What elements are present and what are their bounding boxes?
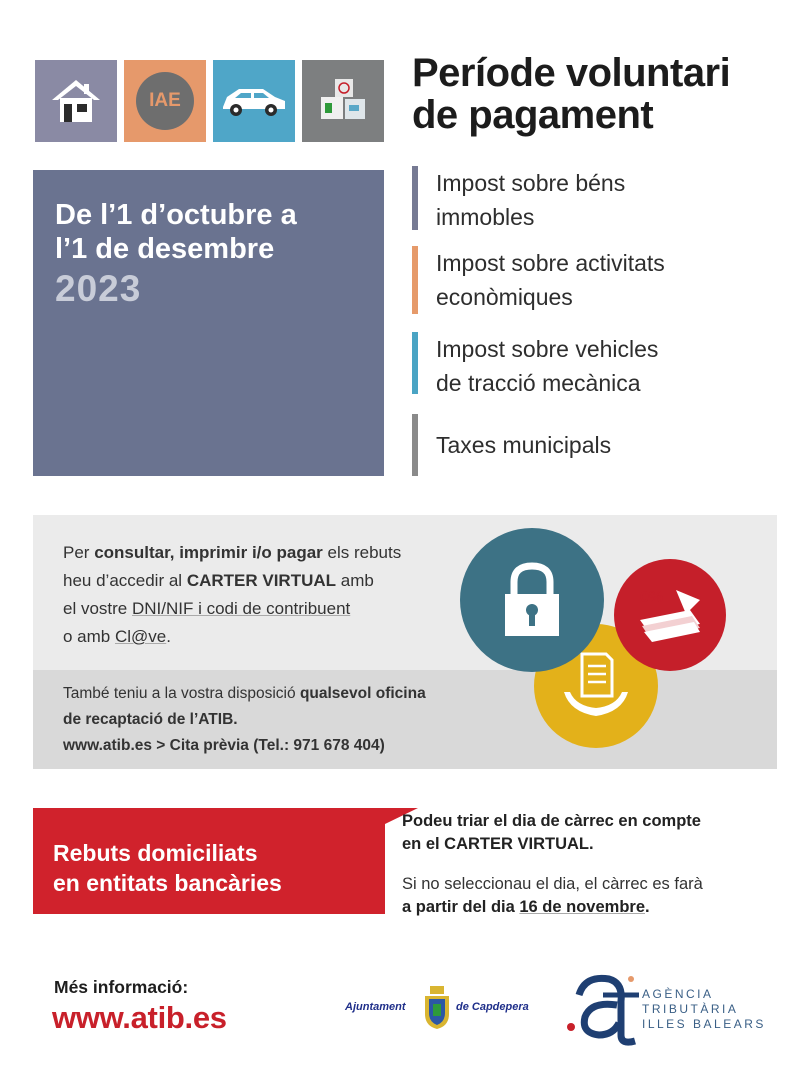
banner-line-2: en entitats bancàries <box>53 870 282 896</box>
title-line-1: Període voluntari <box>412 51 731 95</box>
more-info-url[interactable]: www.atib.es <box>52 1000 227 1035</box>
coat-of-arms-icon <box>422 984 452 1030</box>
default-info-line-1: Si no seleccionau el dia, el càrrec es farà <box>402 875 703 893</box>
tax-item-municipal <box>412 414 772 476</box>
period-year: 2023 <box>55 268 142 309</box>
atib-line-1: AGÈNCIA <box>642 987 714 1001</box>
info-text: . <box>166 627 171 646</box>
boxes-icon <box>315 73 371 129</box>
house-icon <box>50 76 102 126</box>
info-text-bold: consultar, imprimir i/o pagar <box>94 543 323 562</box>
clave-link[interactable]: Cl@ve <box>114 627 167 646</box>
charge-info-line-2: en el CARTER VIRTUAL. <box>402 835 594 853</box>
tax-item-line-2: econòmiques <box>436 284 573 310</box>
lock-icon <box>497 560 567 640</box>
iae-icon <box>136 72 194 130</box>
title-line-2: de pagament <box>412 93 654 137</box>
tax-item-vehicles <box>412 332 772 394</box>
tax-item-line-1: Impost sobre vehicles <box>436 336 659 362</box>
iae-tile <box>124 60 206 142</box>
info-line-1 <box>63 539 463 567</box>
iae-label: IAE <box>149 90 181 111</box>
tax-item-activities <box>412 246 772 314</box>
default-info-line-2 <box>402 896 772 919</box>
info-text: els rebuts <box>322 543 402 562</box>
tax-item-line-1: Taxes municipals <box>436 432 612 458</box>
office-text: També teniu a la vostra disposició <box>63 685 300 702</box>
discount-circle <box>614 559 726 671</box>
info-text: o amb <box>63 627 115 646</box>
house-tile <box>35 60 117 142</box>
car-icon <box>219 81 289 121</box>
info-line-3 <box>63 595 463 623</box>
direct-debit-title <box>53 838 383 898</box>
more-info-label: Més informació: <box>54 977 189 997</box>
capdepera-label: de Capdepera <box>456 1001 529 1013</box>
car-tile <box>213 60 295 142</box>
tax-item-line-1: Impost sobre béns <box>436 170 626 196</box>
info-text: Per <box>63 543 95 562</box>
default-info-text: . <box>645 898 650 916</box>
lock-circle <box>460 528 604 672</box>
atib-line-3: ILLES BALEARS <box>642 1017 766 1031</box>
dni-nif-link[interactable]: DNI/NIF i codi de contribuent <box>131 599 351 618</box>
direct-debit-banner <box>33 808 385 914</box>
charge-day-info <box>402 810 772 856</box>
tax-item-property <box>412 166 772 230</box>
office-line-2 <box>63 707 483 733</box>
ajuntament-logo <box>345 984 545 1032</box>
ajuntament-label: Ajuntament <box>345 1001 406 1013</box>
office-info <box>63 681 483 759</box>
period-line-2: l’1 de desembre <box>55 233 275 265</box>
appointment-link[interactable]: www.atib.es > Cita prèvia (Tel.: 971 678 404) <box>63 737 385 754</box>
info-line-4 <box>63 623 463 651</box>
default-info-text: a partir del dia <box>402 898 520 916</box>
period-line-1: De l’1 d’octubre a <box>55 199 297 231</box>
boxes-tile <box>302 60 384 142</box>
office-text-bold: de recaptació de l’ATIB. <box>63 711 238 728</box>
banner-line-1: Rebuts domiciliats <box>53 840 258 866</box>
virtual-office-info <box>63 539 463 651</box>
charge-info-line-1: Podeu triar el dia de càrrec en compte <box>402 812 701 830</box>
tax-item-line-2: de tracció mecànica <box>436 370 641 396</box>
default-charge-date: 16 de novembre <box>519 898 646 916</box>
office-text-bold: qualsevol oficina <box>299 685 426 702</box>
office-line-1 <box>63 681 483 707</box>
office-line-3 <box>63 733 483 759</box>
atib-name <box>642 987 766 1032</box>
period-panel <box>33 170 384 476</box>
period-dates <box>55 198 375 266</box>
discount-label: 0% <box>640 589 664 606</box>
info-text: heu d’accedir al <box>63 571 187 590</box>
info-line-2 <box>63 567 463 595</box>
atib-line-2: TRIBUTÀRIA <box>642 1002 739 1016</box>
carter-virtual-label: CARTER VIRTUAL <box>186 571 337 590</box>
info-text: el vostre <box>63 599 132 618</box>
atib-logo-icon <box>565 965 641 1051</box>
default-charge-info <box>402 873 772 919</box>
page-title <box>412 52 782 136</box>
tax-item-line-1: Impost sobre activitats <box>436 250 665 276</box>
info-text: amb <box>336 571 374 590</box>
tax-item-line-2: immobles <box>436 204 535 230</box>
